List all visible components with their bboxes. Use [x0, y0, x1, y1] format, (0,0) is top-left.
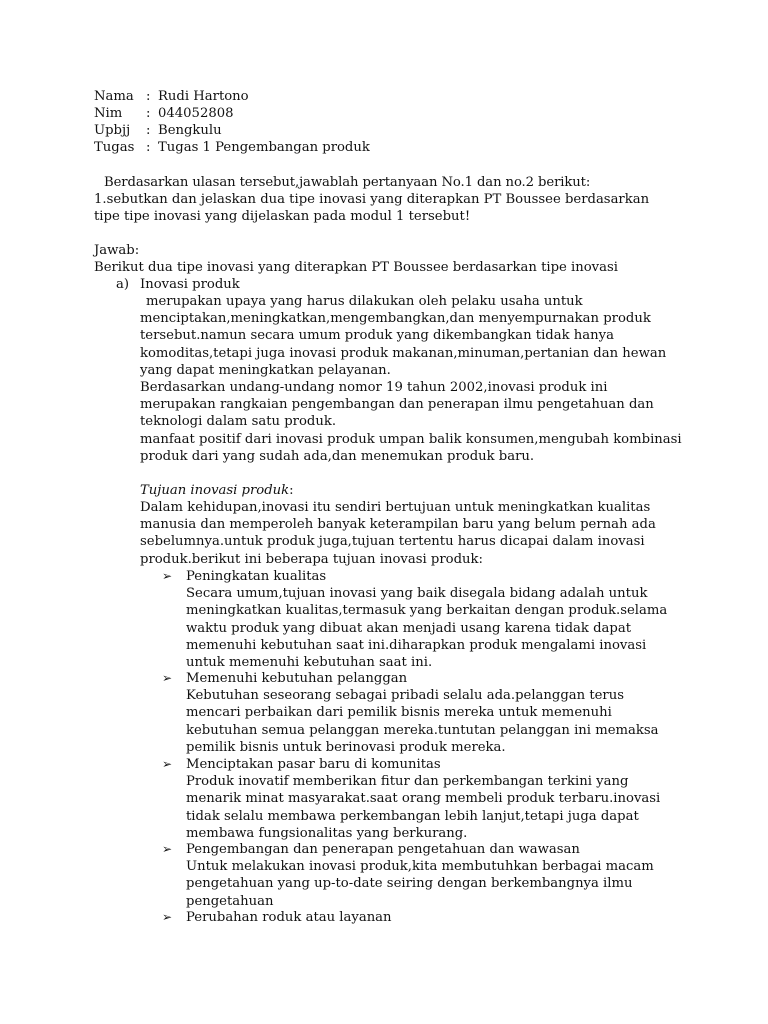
question-1: 1.sebutkan dan jelaskan dua tipe inovasi yang diterapkan PT Boussee berdasarkan tipe tipe inovasi yang dijelaskan pada modul 1 tersebut!: [94, 192, 650, 225]
bullet-title: Perubahan roduk atau layanan: [186, 910, 392, 925]
header-upbjj-value: Bengkulu: [158, 123, 222, 138]
bullet-title: Peningkatan kualitas: [186, 569, 327, 584]
header-nama: [94, 88, 249, 105]
answer-jawab: Jawab:: [94, 243, 140, 258]
tujuan-colon: :: [289, 483, 294, 498]
header-upbjj: [94, 122, 222, 139]
colon: :: [146, 89, 151, 104]
header-nim-value: 044052808: [158, 106, 234, 121]
answer-intro: Berikut dua tipe inovasi yang diterapkan PT Boussee berdasarkan tipe inovasi: [94, 260, 618, 275]
bullet-body: Secara umum,tujuan inovasi yang baik disegala bidang adalah untuk meningkatkan kualitas,termasuk yang berkaitan dengan produk.selama waktu produk yang dibuat akan menjadi usang karena tidak dapat memenuhi kebutuhan saat ini.diharapkan produk mengalami inovasi untuk memenuhi kebutuhan saat ini.: [186, 586, 668, 670]
question-intro: Berdasarkan ulasan tersebut,jawablah pertanyaan No.1 dan no.2 berikut:: [104, 175, 591, 190]
tujuan-title: Tujuan inovasi produk: [140, 483, 290, 498]
arrow-bullet-icon: ➢: [162, 910, 173, 924]
header-tugas-value: Tugas 1 Pengembangan produk: [158, 140, 370, 155]
tujuan-heading: [140, 482, 685, 499]
bullet-title: Menciptakan pasar baru di komunitas: [186, 757, 441, 772]
colon: :: [146, 106, 151, 121]
header-nim-label: Nim: [94, 106, 123, 121]
colon: :: [146, 123, 151, 138]
arrow-bullet-icon: ➢: [162, 842, 173, 856]
answer-a-paragraph-3: manfaat positif dari inovasi produk umpan balik konsumen,mengubah kombinasi produk dari yang sudah ada,dan menemukan produk baru.: [140, 432, 682, 465]
tujuan-body: Dalam kehidupan,inovasi itu sendiri bertujuan untuk meningkatkan kualitas manusia dan memperoleh banyak keterampilan baru yang belum pernah ada sebelumnya.untuk produk juga,tujuan tertentu harus dicapai dalam inovasi produk.berikut ini beberapa tujuan inovasi produk:: [140, 500, 656, 567]
colon: :: [146, 140, 151, 155]
header-upbjj-label: Upbjj: [94, 123, 131, 138]
arrow-bullet-icon: ➢: [162, 671, 173, 685]
header-tugas: [94, 139, 370, 156]
bullet-title: Memenuhi kebutuhan pelanggan: [186, 671, 408, 686]
header-nama-label: Nama: [94, 89, 134, 104]
answer-a-marker: a): [116, 277, 130, 292]
bullet-title: Pengembangan dan penerapan pengetahuan dan wawasan: [186, 842, 580, 857]
header-nim: [94, 105, 234, 122]
answer-a-title: Inovasi produk: [140, 277, 240, 292]
arrow-bullet-icon: ➢: [162, 569, 173, 583]
bullet-body: Produk inovatif memberikan fitur dan perkembangan terkini yang menarik minat masyarakat.saat orang membeli produk terbaru.inovasi tidak selalu membawa perkembangan lebih lanjut,tetapi juga dapat membawa fungsionalitas yang berkurang.: [186, 774, 661, 841]
bullet-body: Kebutuhan seseorang sebagai pribadi selalu ada.pelanggan terus mencari perbaikan dari pemilik bisnis mereka untuk memenuhi kebutuhan semua pelanggan mereka.tuntutan pelanggan ini memaksa pemilik bisnis untuk berinovasi produk mereka.: [186, 688, 659, 755]
header-nama-value: Rudi Hartono: [158, 89, 249, 104]
answer-a-paragraph-1: merupakan upaya yang harus dilakukan oleh pelaku usaha untuk menciptakan,meningkatkan,mengembangkan,dan menyempurnakan produk tersebut.namun secara umum produk yang dikembangkan tidak hanya komoditas,tetapi juga inovasi produk makanan,minuman,pertanian dan hewan yang dapat meningkatkan pelayanan.: [140, 294, 667, 378]
header-tugas-label: Tugas: [94, 140, 135, 155]
bullet-body: Untuk melakukan inovasi produk,kita membutuhkan berbagai macam pengetahuan yang up-to-date seiring dengan berkembangnya ilmu pengetahuan: [186, 859, 654, 909]
answer-a-paragraph-2: Berdasarkan undang-undang nomor 19 tahun 2002,inovasi produk ini merupakan rangkaian pengembangan dan penerapan ilmu pengetahuan dan teknologi dalam satu produk.: [140, 380, 654, 430]
answer-a-heading: [116, 276, 240, 293]
arrow-bullet-icon: ➢: [162, 757, 173, 771]
